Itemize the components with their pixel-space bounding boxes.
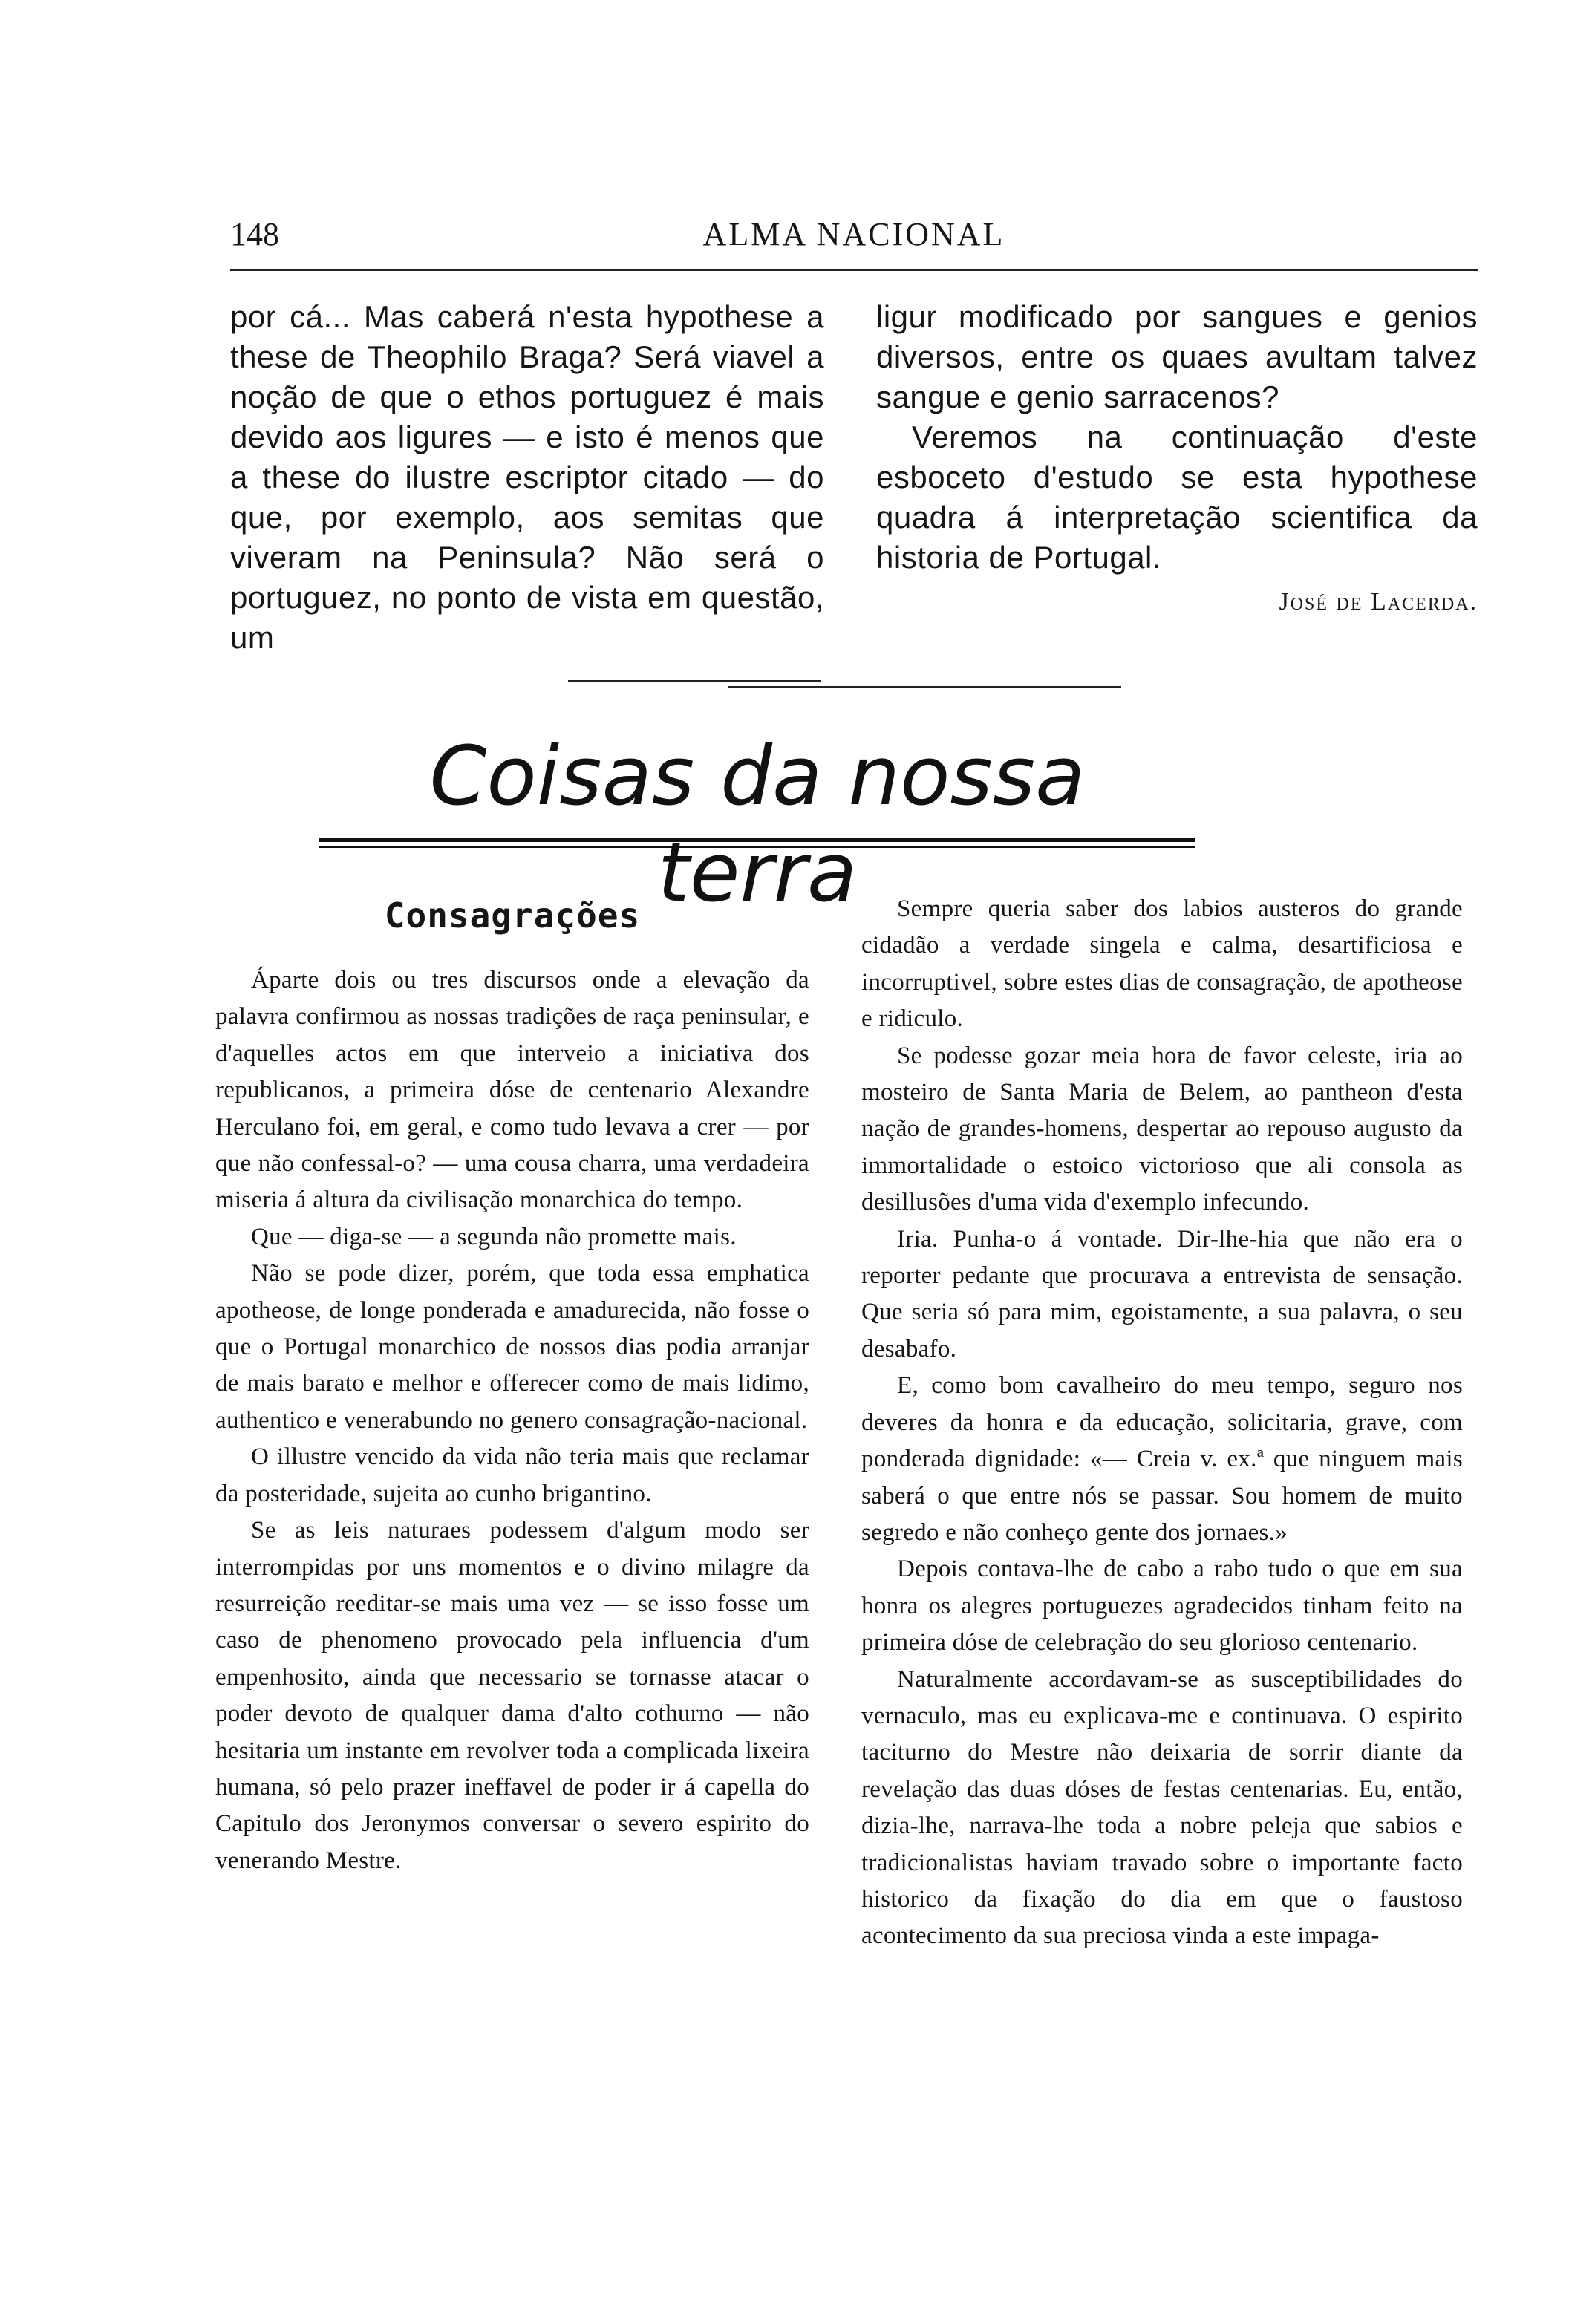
article-paragraph: Que — diga-se — a segunda não promette mais. — [251, 1223, 737, 1250]
article-subtitle: Consagrações — [384, 895, 641, 936]
page-header — [230, 215, 1478, 271]
previous-article-ending — [230, 297, 1478, 655]
previous-article-paragraph: por cá... Mas caberá n'esta hypothese a these de Theophilo Braga? Será viavel a noção de que o ethos portuguez é mais devido aos ligures — e isto é menos que a these do ilustre escriptor citado — do que, por exemplo, aos semitas que viveram na Peninsula? Não será o portuguez, no ponto de vista em questão, um — [230, 299, 824, 655]
title-underline — [319, 846, 1195, 848]
article-paragraph: Iria. Punha-o á vontade. Dir-lhe-hia que não era o reporter pedante que procurava a entrevista de sensação. Que seria só para mim, egoistamente, a sua palavra, o seu desabafo. — [861, 1225, 1463, 1362]
article-left-column — [215, 891, 809, 1879]
title-underline — [319, 838, 1195, 842]
author-signature: José de Lacerda. — [1279, 588, 1478, 616]
article-paragraph: Sempre queria saber dos labios austeros do grande cidadão a verdade singela e calma, desartificiosa e incorruptivel, sobre estes dias de consagração, de apotheose e ridiculo. — [861, 895, 1463, 1033]
article-paragraph: Naturalmente accordavam-se as susceptibilidades do vernaculo, mas eu explicava-me e continuava. O espirito taciturno do Mestre não deixaria de sorrir diante da revelação das duas dóses de festas centenarias. Eu, então, dizia-lhe, narrava-lhe toda a nobre peleja que sabios e tradicionalistas haviam travado sobre o importante facto historico da fixação do dia em que o faustoso acontecimento da sua preciosa vinda a este impaga- — [861, 1665, 1463, 1950]
article-right-column — [861, 891, 1463, 1955]
article-paragraph: Depois contava-lhe de cabo a rabo tudo o que em sua honra os alegres portuguezes agradecidos tinham feito na primeira dóse de celebração do seu glorioso centenario. — [861, 1556, 1463, 1656]
previous-article-paragraph: ligur modificado por sangues e genios diversos, entre os quaes avultam talvez sangue e genio sarracenos? — [876, 299, 1478, 414]
previous-article-right-column — [876, 297, 1478, 616]
article-paragraph: Se podesse gozar meia hora de favor celeste, iria ao mosteiro de Santa Maria de Belem, ao pantheon d'esta nação de grandes-homens, despertar ao repouso augusto da immortalidade o estoico victorioso que ali consola as desillusões d'uma vida d'exemplo infecundo. — [861, 1042, 1463, 1216]
section-title: Coisas da nossa terra — [429, 728, 1086, 920]
article-paragraph: Áparte dois ou tres discursos onde a elevação da palavra confirmou as nossas tradições de raça peninsular, e d'aquelles actos em que interveio a iniciativa dos republicanos, a primeira dóse de centenario Alexandre Herculano foi, em geral, e como tudo levava a crer — por que não confessal-o? — uma cousa charra, uma verdadeira miseria á altura da civilisação monarchica do tempo. — [215, 967, 809, 1214]
separator-rule — [728, 686, 1121, 688]
journal-title: ALMA NACIONAL — [702, 216, 1005, 252]
previous-article-left-column — [230, 297, 824, 658]
article-paragraph: O illustre vencido da vida não teria mais que reclamar da posteridade, sujeita ao cunho brigantino. — [215, 1443, 809, 1507]
article-paragraph: E, como bom cavalheiro do meu tempo, seguro nos deveres da honra e da educação, solicitaria, grave, com ponderada dignidade: «— Creia v. ex.ª que ninguem mais saberá o que entre nós se passar. Sou homem de muito segredo e não conheço gente dos jornaes.» — [861, 1372, 1463, 1546]
article-consagracoes — [215, 891, 1463, 2242]
page-number: 148 — [230, 216, 279, 252]
article-paragraph: Não se pode dizer, porém, que toda essa emphatica apotheose, de longe ponderada e amadurecida, não fosse o que o Portugal monarchico de nossos dias podia arranjar de mais barato e melhor e offerecer como de mais lidimo, authentico e venerabundo no genero consagração-nacional. — [215, 1260, 809, 1434]
separator-rule — [568, 680, 821, 682]
previous-article-paragraph: Veremos na continuação d'este esboceto d'estudo se esta hypothese quadra á interpretação scientifica da historia de Portugal. — [876, 420, 1478, 575]
article-paragraph: Se as leis naturaes podessem d'algum modo ser interrompidas por uns momentos e o divino milagre da resurreição reeditar-se mais uma vez — se isso fosse um caso de phenomeno provocado pela influencia d'um empenhosito, ainda que necessario se tornasse atacar o poder devoto de qualquer dama d'alto cothurno — não hesitaria um instante em revolver toda a complicada lixeira humana, só pelo prazer ineffavel de poder ir á capella do Capitulo dos Jeronymos conversar o severo espirito do venerando Mestre. — [215, 1517, 809, 1874]
